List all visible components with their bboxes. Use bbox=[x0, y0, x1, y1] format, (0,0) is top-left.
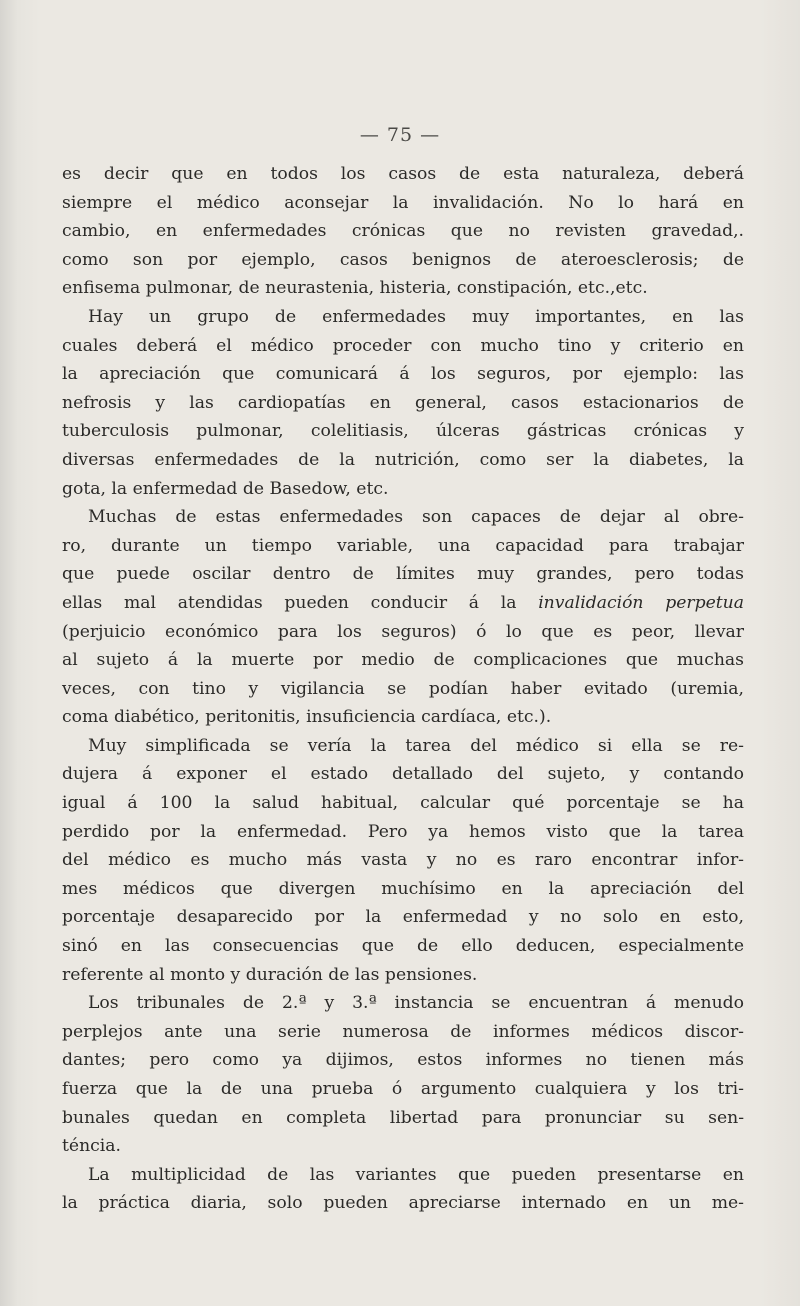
text-line: que puede oscilar dentro de límites muy grandes, pero todas bbox=[62, 564, 744, 585]
text-line: perdido por la enfermedad. Pero ya hemos visto que la tarea bbox=[62, 821, 744, 842]
text-line: diversas enfermedades de la nutrición, como ser la diabetes, la bbox=[62, 449, 744, 470]
text-line: veces, con tino y vigilancia se podían haber evitado (uremia, bbox=[62, 678, 744, 699]
page-number: — 75 — bbox=[359, 124, 441, 146]
text-line: ro, durante un tiempo variable, una capacidad para trabajar bbox=[62, 535, 744, 556]
italic-phrase: invalidación perpetua bbox=[538, 592, 744, 613]
text-line: como son por ejemplo, casos benignos de ateroesclerosis; de bbox=[62, 249, 744, 270]
text-line: gota, la enfermedad de Basedow, etc. bbox=[62, 478, 389, 499]
text-line: téncia. bbox=[62, 1136, 121, 1157]
text-line: fuerza que la de una prueba ó argumento cualquiera y los tri- bbox=[62, 1079, 744, 1099]
text-line: cambio, en enfermedades crónicas que no revisten gravedad,. bbox=[62, 221, 744, 242]
text-line: referente al monto y duración de las pensiones. bbox=[62, 964, 478, 985]
text-line: sinó en las consecuencias que de ello deducen, especialmente bbox=[62, 936, 744, 957]
text-line: del médico es mucho más vasta y no es raro encontrar infor- bbox=[62, 850, 744, 871]
text-line: coma diabético, peritonitis, insuficiencia cardíaca, etc.). bbox=[62, 707, 552, 728]
text-line: es decir que en todos los casos de esta naturaleza, deberá bbox=[62, 164, 744, 184]
text-line: Muy simplificada se vería la tarea del médico si ella se re- bbox=[88, 735, 744, 756]
text-line: bunales quedan en completa libertad para pronunciar su sen- bbox=[62, 1107, 744, 1128]
text-line: Muchas de estas enfermedades son capaces de dejar al obre- bbox=[88, 507, 744, 528]
text-line: (perjuicio económico para los seguros) ó lo que es peor, llevar bbox=[62, 621, 744, 642]
text-line: siempre el médico aconsejar la invalidación. No lo hará en bbox=[62, 192, 744, 213]
text-line: la práctica diaria, solo pueden apreciarse internado en un me- bbox=[62, 1193, 744, 1214]
text-line: la apreciación que comunicará á los seguros, por ejemplo: las bbox=[62, 364, 744, 385]
body-text bbox=[62, 160, 744, 1218]
text-line: tuberculosis pulmonar, colelitiasis, úlceras gástricas crónicas y bbox=[62, 421, 744, 442]
text-line: dantes; pero como ya dijimos, estos informes no tienen más bbox=[62, 1050, 744, 1071]
text-line: nefrosis y las cardiopatías en general, casos estacionarios de bbox=[62, 392, 744, 413]
text-line bbox=[62, 589, 744, 618]
text-line: Hay un grupo de enfermedades muy importantes, en las bbox=[88, 306, 744, 327]
text-line: enfisema pulmonar, de neurastenia, histeria, constipación, etc.,etc. bbox=[62, 278, 648, 299]
text-line: perplejos ante una serie numerosa de informes médicos discor- bbox=[62, 1021, 744, 1042]
text-line: Los tribunales de 2.ª y 3.ª instancia se encuentran á menudo bbox=[88, 993, 744, 1014]
text-line: cuales deberá el médico proceder con mucho tino y criterio en bbox=[62, 335, 744, 356]
text-line: igual á 100 la salud habitual, calcular qué porcentaje se ha bbox=[62, 793, 744, 814]
text-line: mes médicos que divergen muchísimo en la apreciación del bbox=[62, 878, 744, 899]
text-line-segment: ellas mal atendidas pueden conducir á la bbox=[62, 592, 539, 613]
text-line: dujera á exponer el estado detallado del sujeto, y contando bbox=[62, 764, 744, 785]
text-line: porcentaje desaparecido por la enfermedad y no solo en esto, bbox=[62, 907, 744, 928]
text-line: La multiplicidad de las variantes que pueden presentarse en bbox=[88, 1164, 744, 1185]
text-line: al sujeto á la muerte por medio de complicaciones que muchas bbox=[62, 650, 744, 671]
